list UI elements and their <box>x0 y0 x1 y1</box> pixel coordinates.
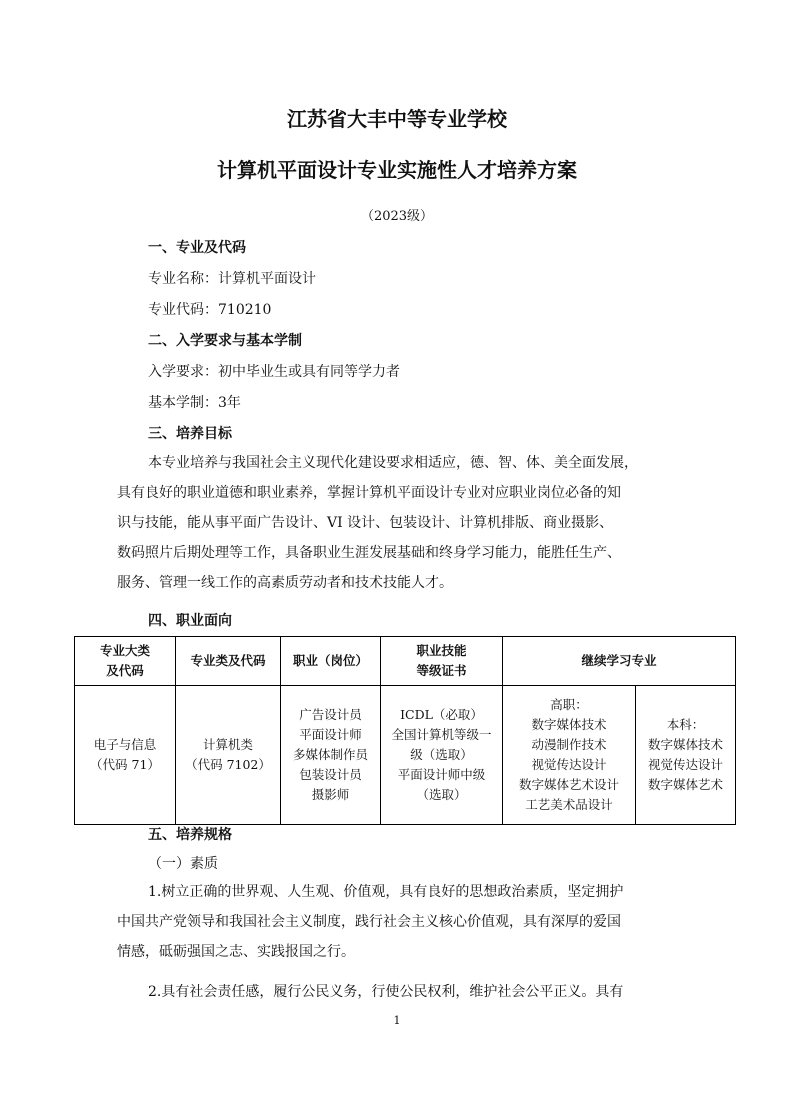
header-continuing: 继续学习专业 <box>503 637 736 686</box>
paragraph-line: 2.具有社会责任感，履行公民义务，行使公民权利，维护社会公平正义。具有 <box>148 984 624 1000</box>
major-code: 专业代码：710210 <box>148 302 272 318</box>
entry-requirement: 入学要求：初中毕业生或具有同等学力者 <box>148 364 400 380</box>
header-class: 专业类及代码 <box>176 637 281 686</box>
cell-occupations: 广告设计员 平面设计师 多媒体制作员 包装设计员 摄影师 <box>281 686 381 825</box>
paragraph-line: 识与技能，能从事平面广告设计、VI 设计、包装设计、计算机排版、商业摄影、 <box>117 515 614 531</box>
career-table <box>74 636 736 825</box>
paragraph-line: 数码照片后期处理等工作，具备职业生涯发展基础和终身学习能力，能胜任生产、 <box>117 545 621 561</box>
section3-heading: 三、培养目标 <box>148 426 232 442</box>
cell-category: 电子与信息 （代码 71） <box>75 686 176 825</box>
paragraph-line: 1.树立正确的世界观、人生观、价值观，具有良好的思想政治素质，坚定拥护 <box>148 884 624 900</box>
paragraph-line: 情感，砥砺强国之志、实践报国之行。 <box>117 944 355 960</box>
paragraph-line: 本专业培养与我国社会主义现代化建设要求相适应，德、智、体、美全面发展， <box>148 455 638 471</box>
header-category: 专业大类 及代码 <box>75 637 176 686</box>
quality-subheading: （一）素质 <box>148 856 218 872</box>
table-row <box>75 686 736 825</box>
plan-title: 计算机平面设计专业实施性人才培养方案 <box>217 158 577 182</box>
section1-heading: 一、专业及代码 <box>148 240 246 256</box>
paragraph-line: 中国共产党领导和我国社会主义制度，践行社会主义核心价值观，具有深厚的爱国 <box>117 914 621 930</box>
study-duration: 基本学制：3年 <box>148 395 241 411</box>
cell-higher-vocational: 高职： 数字媒体技术 动漫制作技术 视觉传达设计 数字媒体艺术设计 工艺美术品设计 <box>503 686 636 825</box>
section5-heading: 五、培养规格 <box>148 827 232 843</box>
cell-certificates: ICDL（必取） 全国计算机等级一 级（选取） 平面设计师中级 （选取） <box>381 686 503 825</box>
paragraph-line: 服务、管理一线工作的高素质劳动者和技术技能人才。 <box>117 575 453 591</box>
cell-class: 计算机类 （代码 7102） <box>176 686 281 825</box>
header-certificate: 职业技能 等级证书 <box>381 637 503 686</box>
paragraph-line: 具有良好的职业道德和职业素养，掌握计算机平面设计专业对应职业岗位必备的知 <box>117 485 621 501</box>
header-occupation: 职业（岗位） <box>281 637 381 686</box>
quality-item-2 <box>117 977 697 1007</box>
table-header-row <box>75 637 736 686</box>
page-number: 1 <box>393 1014 401 1027</box>
objective-paragraph <box>117 448 697 598</box>
grade-label: （2023级） <box>360 209 434 224</box>
section2-heading: 二、入学要求与基本学制 <box>148 333 302 349</box>
major-name: 专业名称：计算机平面设计 <box>148 271 316 287</box>
school-title: 江苏省大丰中等专业学校 <box>287 107 507 131</box>
section4-heading: 四、职业面向 <box>148 613 232 629</box>
quality-item-1 <box>117 877 697 967</box>
cell-undergraduate: 本科： 数字媒体技术 视觉传达设计 数字媒体艺术 <box>636 686 736 825</box>
